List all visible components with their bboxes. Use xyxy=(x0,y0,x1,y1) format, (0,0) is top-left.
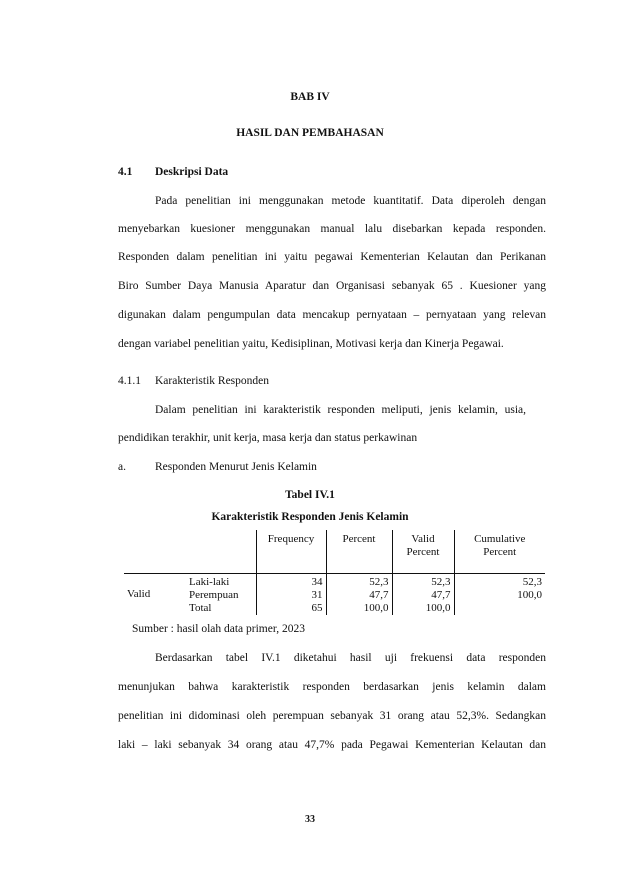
paragraph3-line2: menunjukan bahwa karakteristik responden berdasarkan jenis kelamin dalam xyxy=(118,681,546,693)
cell-frequency: 31 xyxy=(256,589,326,602)
table-row xyxy=(124,589,545,602)
paragraph3-line3: penelitian ini didominasi oleh perempuan sebanyak 31 orang atau 52,3%. Sedangkan xyxy=(118,710,546,722)
table-row xyxy=(124,602,545,615)
paragraph3-line1: Berdasarkan tabel IV.1 diketahui hasil uji frekuensi data responden xyxy=(155,652,546,664)
item-a-text: Responden Menurut Jenis Kelamin xyxy=(155,461,317,473)
section-title: Deskripsi Data xyxy=(155,166,229,178)
table-header-empty xyxy=(124,530,256,574)
cell-percent: 100,0 xyxy=(326,602,392,615)
table-caption-number: Tabel IV.1 xyxy=(285,489,335,501)
subsection-title: Karakteristik Responden xyxy=(155,375,270,387)
paragraph1-line1: Pada penelitian ini menggunakan metode kuantitatif. Data diperoleh dengan xyxy=(155,195,546,207)
table-source: Sumber : hasil olah data primer, 2023 xyxy=(132,623,305,635)
paragraph1-line2: menyebarkan kuesioner menggunakan manual lalu disebarkan kepada responden. xyxy=(118,223,546,235)
header-valid-percent: Valid Percent xyxy=(392,530,454,574)
chapter-number: BAB IV xyxy=(290,91,330,103)
chapter-title: HASIL DAN PEMBAHASAN xyxy=(236,127,384,139)
cell-valid-percent: 47,7 xyxy=(392,589,454,602)
frequency-table xyxy=(124,530,545,615)
page-number: 33 xyxy=(305,814,315,825)
cell-valid-percent: 52,3 xyxy=(392,574,454,590)
table-header-row xyxy=(124,530,545,574)
table-caption-title: Karakteristik Responden Jenis Kelamin xyxy=(211,511,409,523)
cell-cumulative xyxy=(454,602,545,615)
group-label: Valid xyxy=(124,574,186,616)
header-percent: Percent xyxy=(326,530,392,574)
header-cumulative-percent: Cumulative Percent xyxy=(454,530,545,574)
cell-cumulative: 100,0 xyxy=(454,589,545,602)
paragraph2-line1: Dalam penelitian ini karakteristik responden meliputi, jenis kelamin, usia, xyxy=(155,404,526,416)
cell-percent: 52,3 xyxy=(326,574,392,590)
paragraph1-line5: digunakan dalam pengumpulan data mencakup pernyataan – pernyataan yang relevan xyxy=(118,309,546,321)
table-row xyxy=(124,574,545,590)
header-frequency: Frequency xyxy=(256,530,326,574)
paragraph1-line3: Responden dalam penelitian ini yaitu pegawai Kementerian Kelautan dan Perikanan xyxy=(118,251,546,263)
row-label: Total xyxy=(189,602,212,614)
paragraph3-line4: laki – laki sebanyak 34 orang atau 47,7% pada Pegawai Kementerian Kelautan dan xyxy=(118,739,546,751)
item-a-label: a. xyxy=(118,461,126,473)
row-label: Perempuan xyxy=(189,589,239,601)
paragraph2-line2: pendidikan terakhir, unit kerja, masa kerja dan status perkawinan xyxy=(118,432,418,444)
subsection-number: 4.1.1 xyxy=(118,375,141,387)
cell-frequency: 65 xyxy=(256,602,326,615)
paragraph1-line6: dengan variabel penelitian yaitu, Kedisiplinan, Motivasi kerja dan Kinerja Pegawai. xyxy=(118,338,504,350)
cell-valid-percent: 100,0 xyxy=(392,602,454,615)
cell-percent: 47,7 xyxy=(326,589,392,602)
section-number: 4.1 xyxy=(118,166,133,178)
paragraph1-line4: Biro Sumber Daya Manusia Aparatur dan Organisasi sebanyak 65 . Kuesioner yang xyxy=(118,280,546,292)
cell-cumulative: 52,3 xyxy=(454,574,545,590)
cell-frequency: 34 xyxy=(256,574,326,590)
row-label: Laki-laki xyxy=(186,574,256,590)
